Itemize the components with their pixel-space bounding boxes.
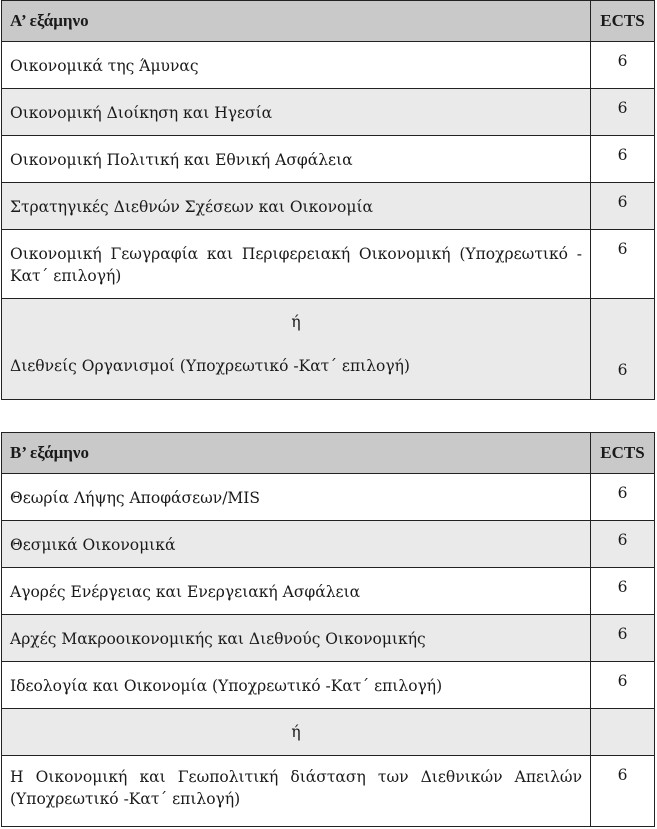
course-name: Αρχές Μακροοικονομικής και Διεθνούς Οικονομικής [10, 630, 426, 648]
course-name: Οικονομική Διοίκηση και Ηγεσία [10, 104, 273, 122]
course-ects: 6 [591, 230, 655, 299]
course-name: Στρατηγικές Διεθνών Σχέσεων και Οικονομία [10, 198, 374, 216]
table-row [2, 89, 655, 136]
course-ects: 6 [591, 89, 655, 136]
semester-b-title: Β’ εξάμηνο [2, 433, 591, 474]
course-name: Οικονομική Πολιτική και Εθνική Ασφάλεια [10, 151, 353, 169]
table-row [2, 136, 655, 183]
table-row [2, 42, 655, 89]
ects-column-header: ECTS [591, 433, 655, 474]
table-row-alternative [2, 299, 655, 400]
course-ects: 6 [591, 756, 655, 827]
course-name: Οικονομικά της Άμυνας [10, 57, 199, 75]
table-row [2, 183, 655, 230]
course-ects: 6 [591, 299, 655, 400]
course-ects: 6 [591, 42, 655, 89]
table-row [2, 474, 655, 521]
course-ects: 6 [591, 183, 655, 230]
course-name: Διεθνείς Οργανισμοί (Υποχρεωτικό -Κατ΄ επιλογή) [10, 357, 410, 375]
ects-column-header: ECTS [591, 1, 655, 42]
table-row [2, 756, 655, 827]
table-row [2, 521, 655, 568]
semester-a-title: Α’ εξάμηνο [2, 1, 591, 42]
course-ects-empty [591, 709, 655, 756]
course-ects: 6 [591, 568, 655, 615]
course-name: Θεωρία Λήψης Αποφάσεων/MIS [10, 489, 261, 507]
semester-b-table [1, 432, 655, 827]
table-header-row [2, 1, 655, 42]
course-name: Ιδεολογία και Οικονομία (Υποχρεωτικό -Κατ΄ επιλογή) [10, 677, 443, 695]
table-header-row [2, 433, 655, 474]
or-separator: ή [291, 723, 301, 741]
course-name: Οικονομική Γεωγραφία και Περιφερειακή Οικονομική (Υποχρεωτικό - Κατ΄ επιλογή) [10, 245, 582, 285]
table-row [2, 568, 655, 615]
semester-a-table [1, 0, 655, 400]
course-name: Θεσμικά Οικονομικά [10, 536, 176, 554]
table-row [2, 662, 655, 709]
table-row [2, 615, 655, 662]
course-ects: 6 [591, 662, 655, 709]
table-row [2, 230, 655, 299]
course-name: Η Οικονομική και Γεωπολιτική διάσταση των Διεθνικών Απειλών (Υποχρεωτικό -Κατ΄ επιλογή) [10, 768, 582, 808]
course-ects: 6 [591, 521, 655, 568]
or-separator: ή [291, 313, 301, 331]
course-ects: 6 [591, 136, 655, 183]
course-name: Αγορές Ενέργειας και Ενεργειακή Ασφάλεια [10, 583, 361, 601]
course-ects: 6 [591, 615, 655, 662]
table-row-or [2, 709, 655, 756]
course-ects: 6 [591, 474, 655, 521]
